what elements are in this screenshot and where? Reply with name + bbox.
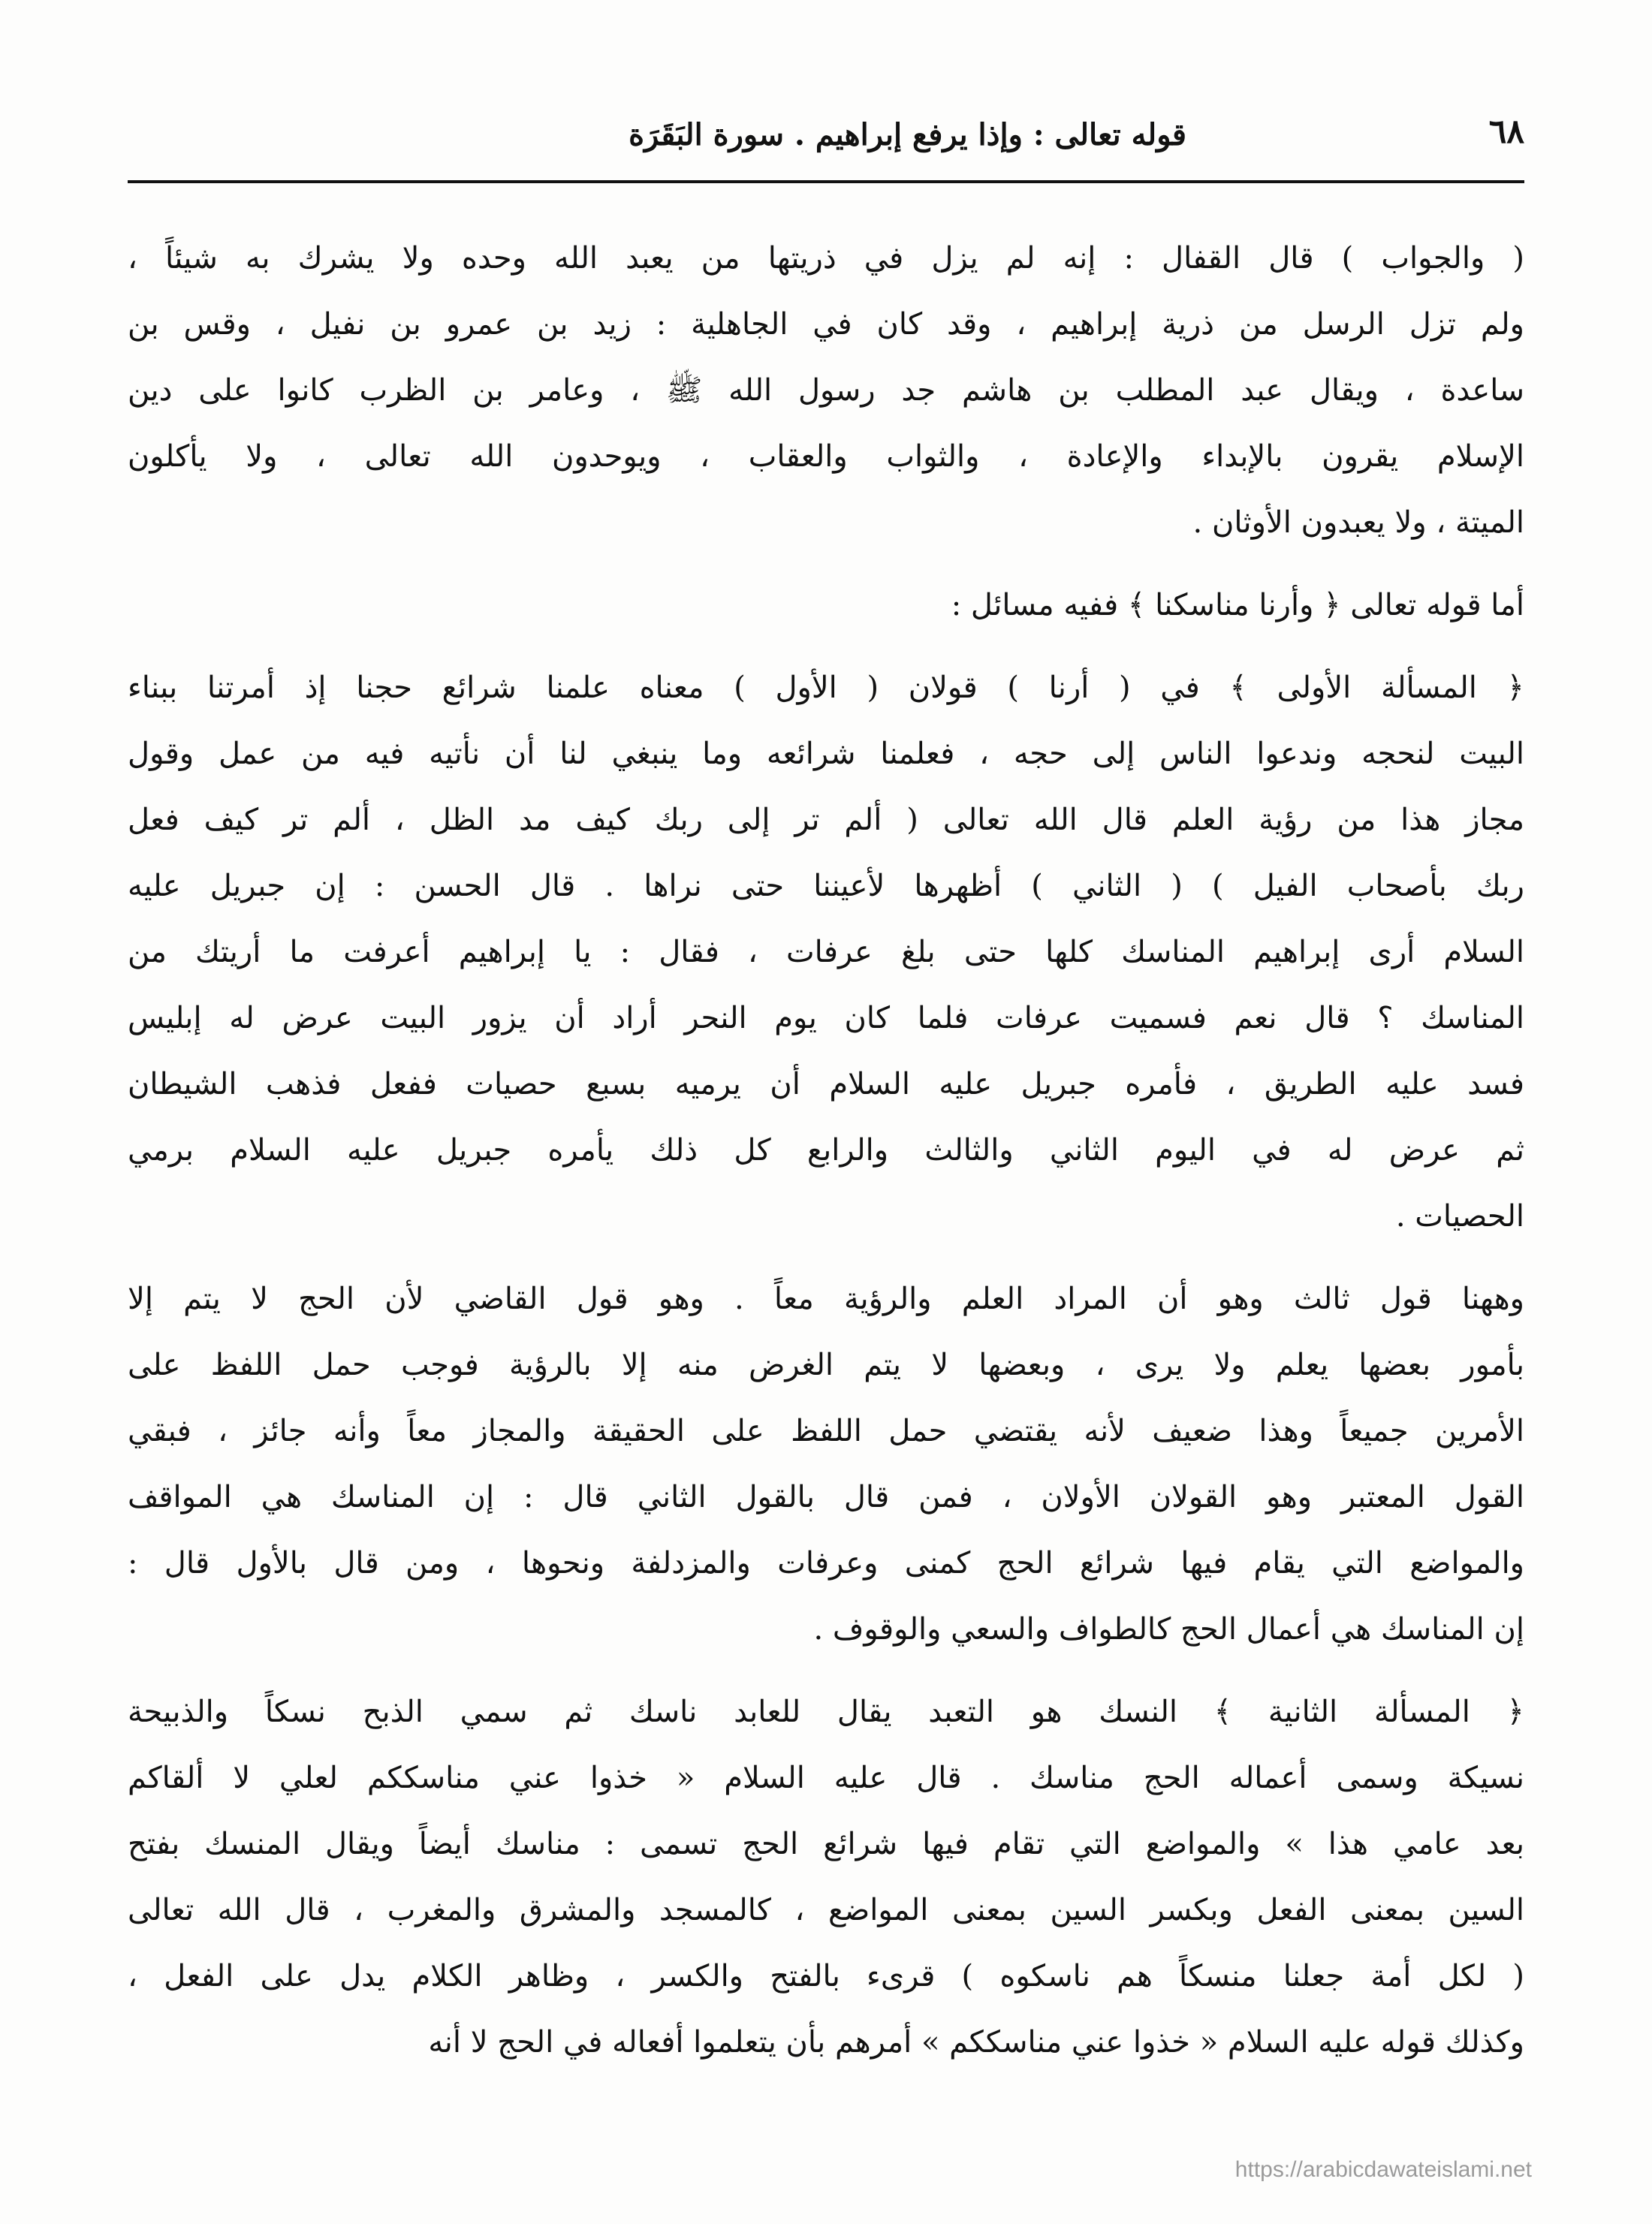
text-line: ﴿ المسألة الثانية ﴾ النسك هو التعبد يقال للعابد ناسك ثم سمي الذبح نسكاً والذبيحة bbox=[128, 1695, 1524, 1729]
text-line: المناسك ؟ قال نعم فسميت عرفات فلما كان يوم النحر أراد أن يزور البيت عرض له إبليس bbox=[128, 1001, 1524, 1035]
text-line: الإسلام يقرون بالإبداء والإعادة ، والثواب والعقاب ، ويوحدون الله تعالى ، ولا يأكلون bbox=[128, 439, 1524, 474]
text-line: ساعدة ، ويقال عبد المطلب بن هاشم جد رسول الله ﷺ ، وعامر بن الظرب كانوا على دين bbox=[128, 373, 1524, 408]
text-line: ثم عرض له في اليوم الثاني والثالث والرابع كل ذلك يأمره جبريل عليه السلام برمي bbox=[128, 1133, 1524, 1168]
text-line: وههنا قول ثالث وهو أن المراد العلم والرؤية معاً . وهو قول القاضي لأن الحج لا يتم إلا bbox=[128, 1282, 1524, 1316]
text-line: فسد عليه الطريق ، فأمره جبريل عليه السلام أن يرميه بسبع حصيات ففعل فذهب الشيطان bbox=[128, 1067, 1524, 1101]
page-number: ٦٨ bbox=[1488, 113, 1524, 151]
paragraph bbox=[128, 655, 1524, 1249]
text-line: ﴿ المسألة الأولى ﴾ في ( أرنا ) قولان ( الأول ) معناه علمنا شرائع حجنا إذ أمرتنا ببناء bbox=[128, 671, 1524, 705]
paragraph bbox=[128, 1679, 1524, 2075]
header-rule bbox=[128, 180, 1524, 183]
text-line: البيت لنحجه وندعوا الناس إلى حجه ، فعلمنا شرائعه وما ينبغي لنا أن نأتيه فيه من عمل وقول bbox=[128, 737, 1524, 771]
watermark-url: https://arabicdawateislami.net bbox=[1234, 2157, 1532, 2182]
text-line: الحصيات . bbox=[1395, 1199, 1524, 1234]
text-line: السلام أرى إبراهيم المناسك كلها حتى بلغ عرفات ، فقال : يا إبراهيم أعرفت ما أريتك من bbox=[128, 935, 1524, 969]
page-body bbox=[128, 225, 1524, 2092]
text-line: ( والجواب ) قال القفال : إنه لم يزل في ذريتها من يعبد الله وحده ولا يشرك به شيئاً ، bbox=[128, 241, 1524, 276]
text-line: الميتة ، ولا يعبدون الأوثان . bbox=[1192, 505, 1524, 540]
running-header bbox=[128, 113, 1524, 165]
text-line: والمواضع التي يقام فيها شرائع الحج كمنى وعرفات والمزدلفة ونحوها ، ومن قال بالأول قال : bbox=[128, 1546, 1524, 1581]
text-line: وكذلك قوله عليه السلام « خذوا عني مناسككم » أمرهم بأن يتعلموا أفعاله في الحج لا أنه bbox=[428, 2025, 1524, 2060]
text-line: أما قوله تعالى ﴿ وأرنا مناسكنا ﴾ ففيه مسائل : bbox=[951, 588, 1524, 622]
paragraph bbox=[128, 1266, 1524, 1662]
text-line: إن المناسك هي أعمال الحج كالطواف والسعي والوقوف . bbox=[813, 1612, 1524, 1647]
running-title: قوله تعالى : وإذا يرفع إبراهيم . سورة البَقَرَة bbox=[629, 117, 1186, 152]
text-line: نسيكة وسمى أعماله الحج مناسك . قال عليه السلام « خذوا عني مناسككم لعلي لا ألقاكم bbox=[128, 1761, 1524, 1795]
text-line: ولم تزل الرسل من ذرية إبراهيم ، وقد كان في الجاهلية : زيد بن عمرو بن نفيل ، وقس بن bbox=[128, 307, 1524, 342]
text-line: بعد عامي هذا » والمواضع التي تقام فيها شرائع الحج تسمى : مناسك أيضاً ويقال المنسك بفتح bbox=[128, 1827, 1524, 1861]
text-line: القول المعتبر وهو القولان الأولان ، فمن قال بالقول الثاني قال : إن المناسك هي المواقف bbox=[128, 1480, 1524, 1514]
text-line: مجاز هذا من رؤية العلم قال الله تعالى ( ألم تر إلى ربك كيف مد الظل ، ألم تر كيف فعل bbox=[128, 803, 1524, 837]
text-line: ( لكل أمة جعلنا منسكاً هم ناسكوه ) قرىء بالفتح والكسر ، وظاهر الكلام يدل على الفعل ، bbox=[128, 1959, 1524, 1993]
text-line: السين بمعنى الفعل وبكسر السين بمعنى المواضع ، كالمسجد والمشرق والمغرب ، قال الله تعالى bbox=[128, 1893, 1524, 1927]
text-line: بأمور بعضها يعلم ولا يرى ، وبعضها لا يتم الغرض منه إلا بالرؤية فوجب حمل اللفظ على bbox=[128, 1348, 1524, 1382]
paragraph bbox=[128, 572, 1524, 638]
paragraph bbox=[128, 225, 1524, 556]
text-line: ربك بأصحاب الفيل ) ( الثاني ) أظهرها لأعيننا حتى نراها . قال الحسن : إن جبريل عليه bbox=[128, 869, 1524, 903]
text-line: الأمرين جميعاً وهذا ضعيف لأنه يقتضي حمل اللفظ على الحقيقة والمجاز معاً وأنه جائز ، فبقي bbox=[128, 1414, 1524, 1448]
